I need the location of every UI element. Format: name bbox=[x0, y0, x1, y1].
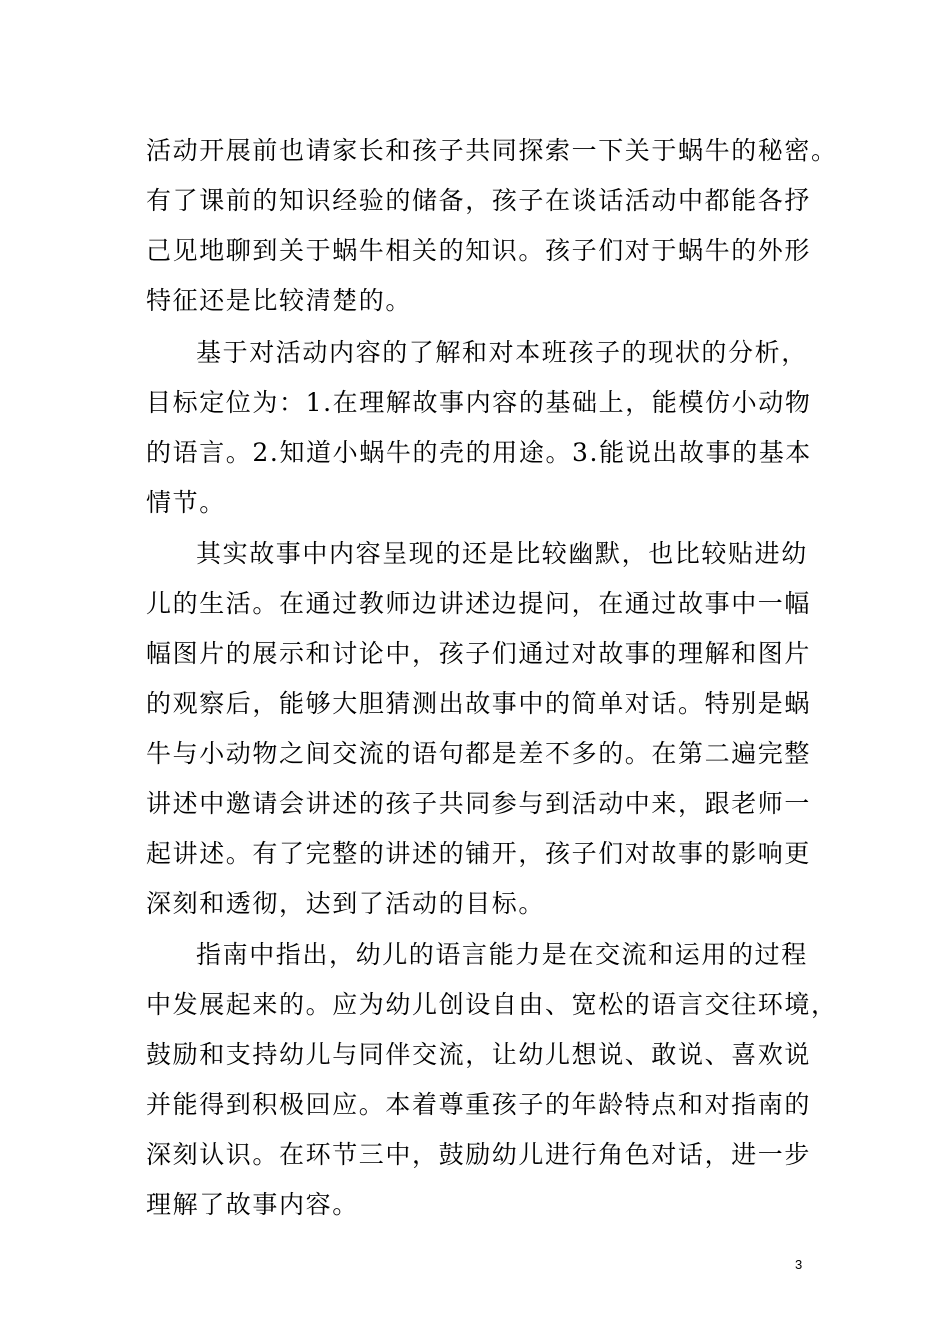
paragraph-3-line-8: 深刻和透彻，达到了活动的目标。 bbox=[146, 889, 546, 918]
paragraph-4-line-2: 中发展起来的。应为幼儿创设自由、宽松的语言交往环境， bbox=[146, 990, 838, 1019]
paragraph-1-line-3: 己见地聊到关于蜗牛相关的知识。孩子们对于蜗牛的外形 bbox=[146, 236, 812, 265]
paragraph-4-line-5: 深刻认识。在环节三中，鼓励幼儿进行角色对话，进一步 bbox=[146, 1140, 812, 1169]
paragraph-4-line-4: 并能得到积极回应。本着尊重孩子的年龄特点和对指南的 bbox=[146, 1090, 812, 1119]
paragraph-3-line-4: 的观察后，能够大胆猜测出故事中的简单对话。特别是蜗 bbox=[146, 689, 812, 718]
paragraph-4-line-1: 指南中指出，幼儿的语言能力是在交流和运用的过程 bbox=[196, 940, 808, 969]
paragraph-1-line-4: 特征还是比较清楚的。 bbox=[146, 286, 413, 315]
paragraph-3-line-1: 其实故事中内容呈现的还是比较幽默，也比较贴进幼 bbox=[196, 539, 808, 568]
paragraph-3-line-7: 起讲述。有了完整的讲述的铺开，孩子们对故事的影响更 bbox=[146, 839, 812, 868]
paragraph-4-line-3: 鼓励和支持幼儿与同伴交流，让幼儿想说、敢说、喜欢说 bbox=[146, 1040, 812, 1069]
paragraph-2-line-1: 基于对活动内容的了解和对本班孩子的现状的分析， bbox=[196, 338, 808, 367]
paragraph-2-line-3: 的语言。2.知道小蜗牛的壳的用途。3.能说出故事的基本 bbox=[146, 438, 812, 467]
paragraph-2-line-2: 目标定位为：1.在理解故事内容的基础上，能模仿小动物 bbox=[146, 388, 812, 417]
paragraph-3-line-6: 讲述中邀请会讲述的孩子共同参与到活动中来，跟老师一 bbox=[146, 789, 812, 818]
paragraph-4-line-6: 理解了故事内容。 bbox=[146, 1190, 359, 1219]
paragraph-3-line-2: 儿的生活。在通过教师边讲述边提问，在通过故事中一幅 bbox=[146, 589, 812, 618]
paragraph-2-line-4: 情节。 bbox=[146, 488, 226, 517]
page-number: 3 bbox=[795, 1257, 803, 1272]
paragraph-1-line-2: 有了课前的知识经验的储备，孩子在谈话活动中都能各抒 bbox=[146, 186, 812, 215]
paragraph-3-line-3: 幅图片的展示和讨论中，孩子们通过对故事的理解和图片 bbox=[146, 639, 812, 668]
paragraph-3-line-5: 牛与小动物之间交流的语句都是差不多的。在第二遍完整 bbox=[146, 739, 812, 768]
paragraph-1-line-1: 活动开展前也请家长和孩子共同探索一下关于蜗牛的秘密。 bbox=[146, 136, 838, 165]
